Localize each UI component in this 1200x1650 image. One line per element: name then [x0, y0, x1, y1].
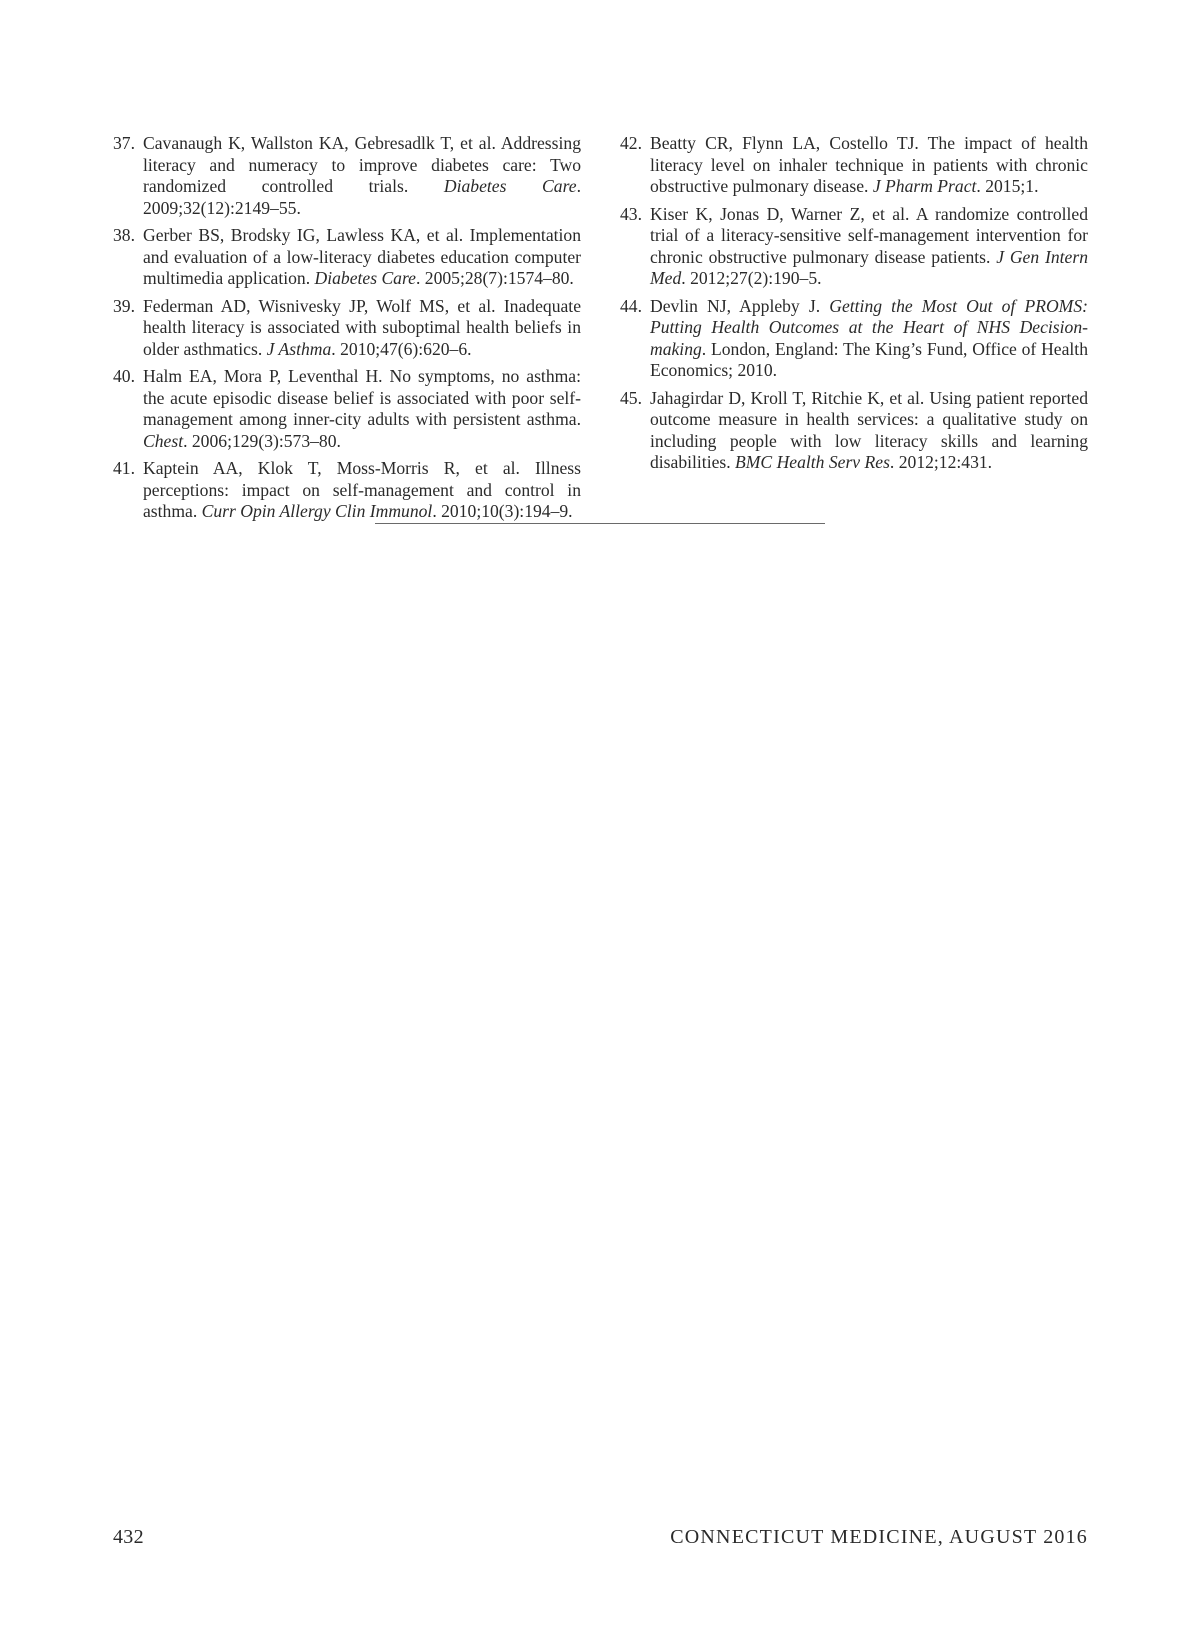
section-divider — [375, 523, 825, 524]
reference-journal: Getting the Most Out of PROMS: Putting Health Outcomes at the Heart of NHS Decision-making — [650, 295, 1088, 359]
reference-text — [650, 204, 1088, 290]
reference-authors-title: Jahagirdar D, Kroll T, Ritchie K, et al. Using patient reported outcome measure in health services: a qualitative study on including people with low literacy skills and learning disabilities. — [650, 387, 1088, 472]
reference-journal: Curr Opin Allergy Clin Immunol — [201, 501, 433, 521]
reference-list — [113, 133, 1088, 529]
reference-item — [620, 133, 1088, 198]
reference-journal: BMC Health Serv Res — [735, 452, 890, 472]
reference-journal: J Pharm Pract — [872, 176, 977, 196]
reference-citation: . 2010;10(3):194–9. — [432, 501, 573, 521]
reference-journal: J Asthma — [266, 338, 332, 359]
reference-citation: . 2005;28(7):1574–80. — [415, 268, 574, 288]
reference-citation: . 2012;27(2):190–5. — [681, 268, 822, 288]
reference-authors-title: Halm EA, Mora P, Leventhal H. No symptoms, no asthma: the acute episodic disease belief is associated with poor self-management among inner-city adults with persistent asthma. — [143, 366, 581, 429]
reference-citation: . 2010;47(6):620–6. — [331, 338, 472, 359]
reference-column-left — [113, 133, 581, 529]
reference-text — [650, 388, 1088, 474]
reference-number: 45. — [620, 387, 642, 408]
reference-text — [650, 296, 1088, 382]
reference-citation: . 2009;32(12):2149–55. — [143, 176, 581, 218]
reference-number: 44. — [620, 295, 642, 316]
reference-authors-title: Federman AD, Wisnivesky JP, Wolf MS, et al. Inadequate health literacy is associated with suboptimal health beliefs in older asthmatics. — [143, 295, 581, 359]
reference-item — [113, 458, 581, 523]
reference-text — [143, 225, 581, 290]
reference-number: 42. — [620, 133, 642, 153]
reference-number: 37. — [113, 133, 135, 153]
reference-journal: Diabetes Care — [314, 268, 416, 288]
reference-text — [143, 133, 581, 219]
reference-column-right — [620, 133, 1088, 529]
running-footer-journal: CONNECTICUT MEDICINE, AUGUST 2016 — [670, 1526, 1088, 1548]
reference-authors-title: Gerber BS, Brodsky IG, Lawless KA, et al. Implementation and evaluation of a low-literacy diabetes education computer multimedia application. — [143, 225, 581, 288]
reference-citation: . 2006;129(3):573–80. — [183, 430, 341, 451]
reference-journal: J Gen Intern Med — [650, 246, 1088, 288]
reference-item — [620, 388, 1088, 474]
reference-citation: . 2015;1. — [976, 176, 1039, 196]
reference-number: 39. — [113, 295, 135, 316]
reference-citation: . 2012;12:431. — [889, 452, 993, 472]
reference-item — [113, 225, 581, 290]
reference-authors-title: Kiser K, Jonas D, Warner Z, et al. A randomize controlled trial of a literacy-sensitive self-management intervention for chronic obstructive pulmonary disease patients. — [650, 203, 1088, 267]
reference-number: 43. — [620, 203, 642, 224]
page-number: 432 — [113, 1526, 144, 1548]
reference-item — [113, 366, 581, 452]
reference-citation: . London, England: The King’s Fund, Office of Health Economics; 2010. — [650, 338, 1088, 380]
reference-authors-title: Cavanaugh K, Wallston KA, Gebresadlk T, et al. Addressing literacy and numeracy to improve diabetes care: Two randomized controlled trials. — [143, 133, 581, 196]
reference-number: 40. — [113, 366, 135, 386]
reference-text — [143, 296, 581, 361]
reference-item — [620, 204, 1088, 290]
reference-journal: Chest — [143, 430, 184, 451]
reference-number: 41. — [113, 458, 135, 478]
reference-authors-title: Beatty CR, Flynn LA, Costello TJ. The impact of health literacy level on inhaler technique in patients with chronic obstructive pulmonary disease. — [650, 133, 1088, 196]
reference-number: 38. — [113, 225, 135, 245]
reference-text — [650, 133, 1088, 198]
reference-authors-title: Devlin NJ, Appleby J. — [650, 295, 830, 316]
reference-item — [113, 296, 581, 361]
reference-text — [143, 366, 581, 452]
reference-journal: Diabetes Care — [443, 176, 577, 196]
reference-authors-title: Kaptein AA, Klok T, Moss-Morris R, et al. Illness perceptions: impact on self-management and control in asthma. — [143, 458, 581, 521]
reference-item — [113, 133, 581, 219]
reference-text — [143, 458, 581, 523]
reference-item — [620, 296, 1088, 382]
